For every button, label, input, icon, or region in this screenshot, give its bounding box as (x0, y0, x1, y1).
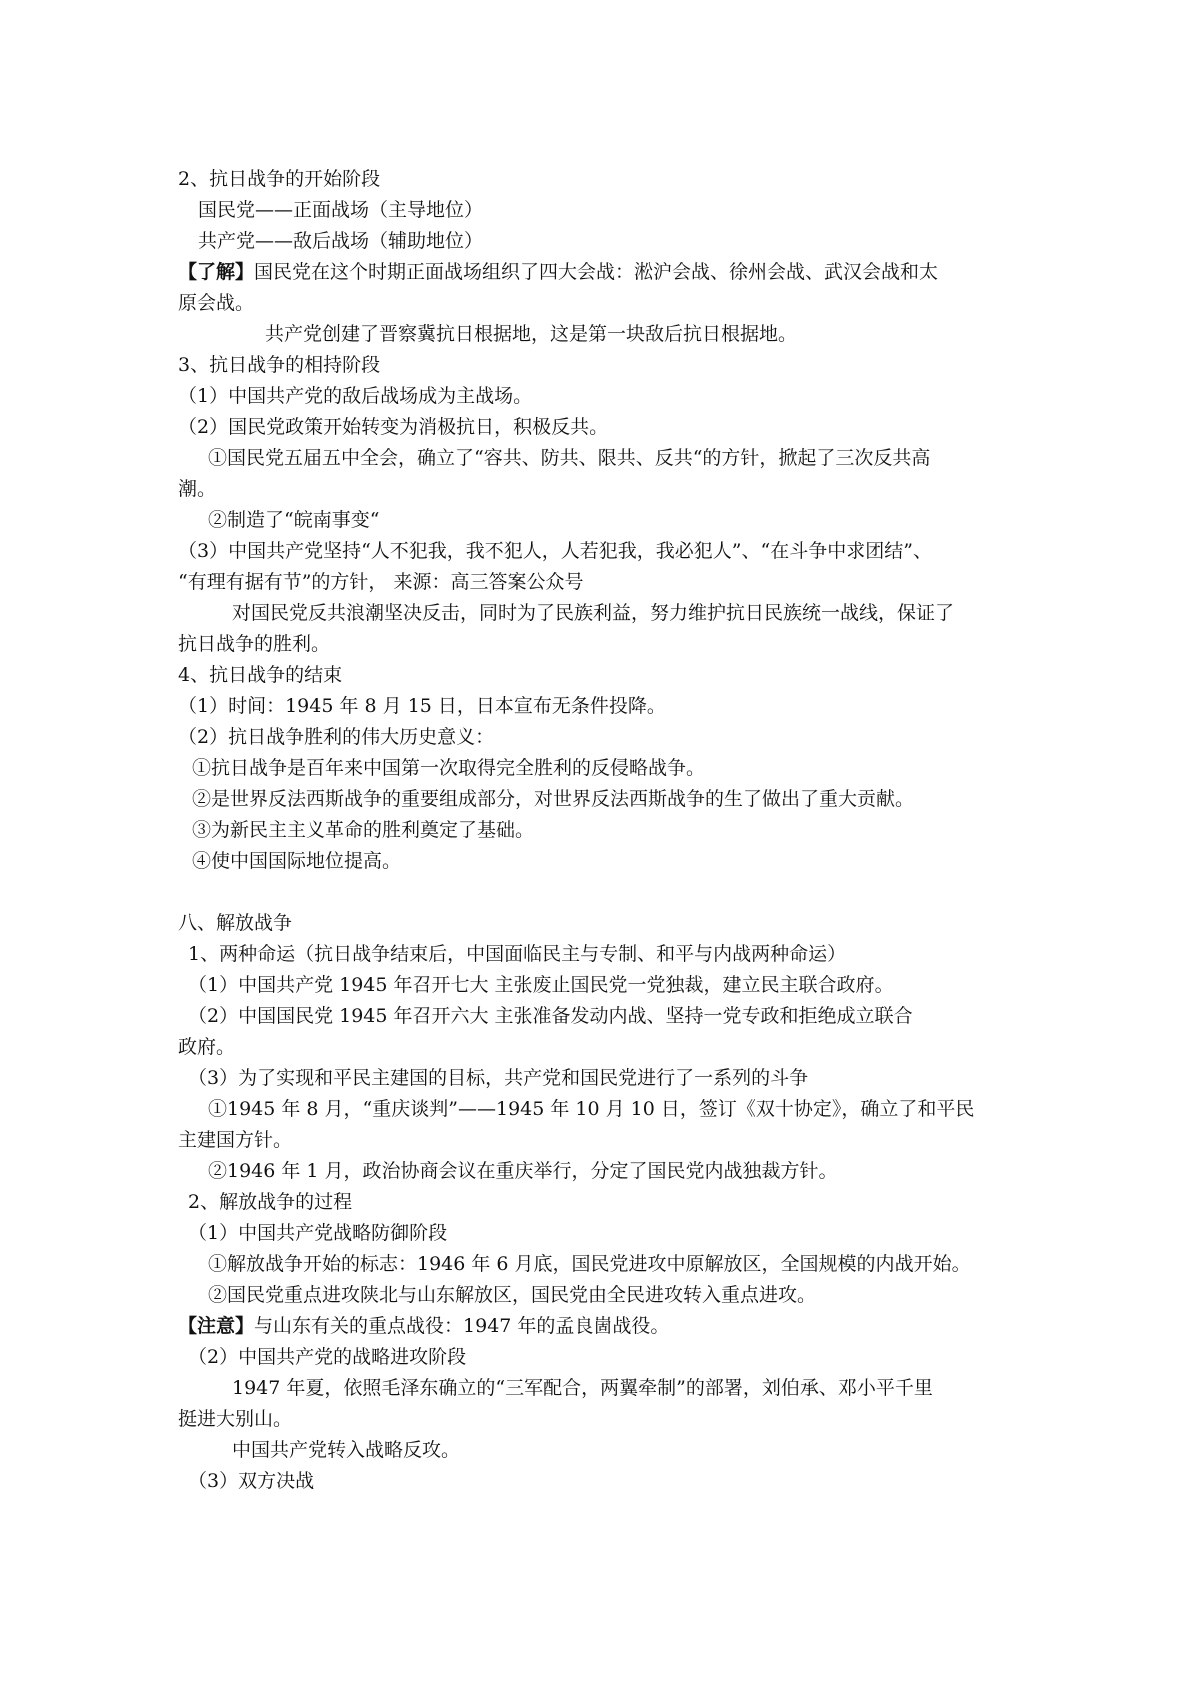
text-line (178, 257, 938, 287)
text-line: 国民党——正面战场（主导地位） (198, 199, 484, 221)
text-line: 原会战。 (178, 292, 255, 314)
text-line: （3）中国共产党坚持“人不犯我，我不犯人，人若犯我，我必犯人”、“在斗争中求团结”、 (178, 540, 932, 562)
text-line: ②制造了“皖南事变“ (208, 509, 380, 531)
text-line: （2）中国国民党 1945 年召开六大 主张准备发动内战、坚持一党专政和拒绝成立联合 (188, 1005, 913, 1027)
text-line: 主建国方针。 (178, 1129, 293, 1151)
text-line-body: 与山东有关的重点战役：1947 年的孟良崮战役。 (254, 1315, 670, 1337)
text-line: （1）时间：1945 年 8 月 15 日，日本宣布无条件投降。 (178, 695, 666, 717)
section-heading: 2、抗日战争的开始阶段 (178, 168, 381, 190)
text-line: 中国共产党转入战略反攻。 (232, 1439, 461, 1461)
text-line: ②1946 年 1 月，政治协商会议在重庆举行，分定了国民党内战独裁方针。 (208, 1160, 838, 1182)
note-tag: 【注意】 (178, 1315, 255, 1337)
text-line: 共产党创建了晋察冀抗日根据地，这是第一块敌后抗日根据地。 (265, 323, 798, 345)
text-line: （2）抗日战争胜利的伟大历史意义： (178, 726, 495, 748)
section-heading: 2、解放战争的过程 (188, 1191, 353, 1213)
section-heading: 1、两种命运（抗日战争结束后，中国面临民主与专制、和平与内战两种命运） (188, 943, 847, 965)
text-line: （1）中国共产党的敌后战场成为主战场。 (178, 385, 533, 407)
text-line: 对国民党反共浪潮坚决反击，同时为了民族利益，努力维护抗日民族统一战线，保证了 (232, 602, 955, 624)
text-line: （1）中国共产党战略防御阶段 (188, 1222, 448, 1244)
text-line: ①抗日战争是百年来中国第一次取得完全胜利的反侵略战争。 (192, 757, 706, 779)
text-line: ①1945 年 8 月，“重庆谈判”——1945 年 10 月 10 日，签订《双十协定》，确立了和平民 (208, 1098, 975, 1120)
text-line: 潮。 (178, 478, 217, 500)
chapter-heading: 八、解放战争 (178, 912, 293, 934)
text-line: 共产党——敌后战场（辅助地位） (198, 230, 484, 252)
text-line: （3）双方决战 (188, 1470, 315, 1492)
text-line: ④使中国国际地位提高。 (192, 850, 402, 872)
text-line: ③为新民主主义革命的胜利奠定了基础。 (192, 819, 535, 841)
text-line: ①解放战争开始的标志：1946 年 6 月底，国民党进攻中原解放区，全国规模的内战开始。 (208, 1253, 971, 1275)
text-line: ①国民党五届五中全会，确立了“容共、防共、限共、反共“的方针，掀起了三次反共高 (208, 447, 931, 469)
text-line-body: 国民党在这个时期正面战场组织了四大会战：淞沪会战、徐州会战、武汉会战和太 (254, 261, 939, 283)
section-heading: 3、抗日战争的相持阶段 (178, 354, 381, 376)
text-line: （2）国民党政策开始转变为消极抗日，积极反共。 (178, 416, 609, 438)
note-tag: 【了解】 (178, 261, 255, 283)
section-heading: 4、抗日战争的结束 (178, 664, 343, 686)
text-line: （3）为了实现和平民主建国的目标，共产党和国民党进行了一系列的斗争 (188, 1067, 809, 1089)
text-line: “有理有据有节”的方针， 来源：高三答案公众号 (178, 571, 584, 593)
text-line: ②国民党重点进攻陕北与山东解放区，国民党由全民进攻转入重点进攻。 (208, 1284, 817, 1306)
text-line: （1）中国共产党 1945 年召开七大 主张废止国民党一党独裁，建立民主联合政府。 (188, 974, 894, 996)
text-line: （2）中国共产党的战略进攻阶段 (188, 1346, 467, 1368)
text-line: ②是世界反法西斯战争的重要组成部分，对世界反法西斯战争的生了做出了重大贡献。 (192, 788, 915, 810)
text-line (178, 1311, 669, 1341)
text-line: 政府。 (178, 1036, 236, 1058)
text-line: 1947 年夏，依照毛泽东确立的“三军配合，两翼牵制”的部署，刘伯承、邓小平千里 (232, 1377, 933, 1399)
text-line: 挺进大别山。 (178, 1408, 293, 1430)
text-line: 抗日战争的胜利。 (178, 633, 331, 655)
